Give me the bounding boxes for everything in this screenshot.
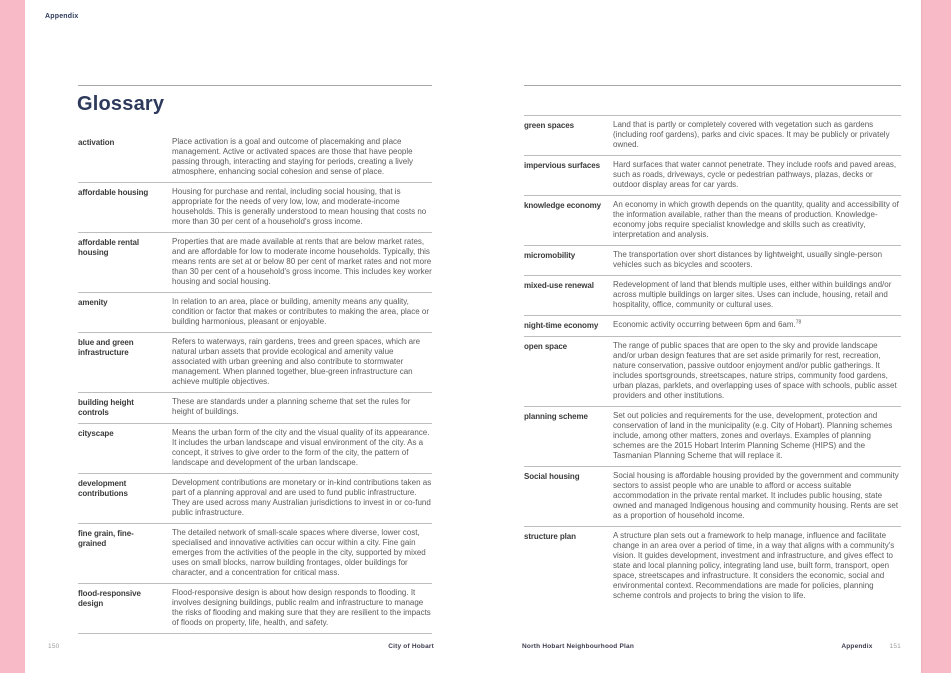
glossary-term: blue and green infrastructure xyxy=(78,338,134,357)
footer-doc-label-left: City of Hobart xyxy=(388,643,434,650)
running-head-appendix: Appendix xyxy=(45,13,79,20)
glossary-definition: Flood-responsive design is about how design responds to flooding. It involves designing buildings, public realm and infrastructure to manage the risks of flooding and making sure that they are resilient to the impacts of floods on property, life, health, and safety. xyxy=(172,588,431,627)
glossary-definition: The range of public spaces that are open to the sky and provide landscape and/or urban design features that are set aside primarily for rest, recreation, nature conservation, passive outdoor enjoyment and/or public gatherings. It includes sportsgrounds, streetscapes, nature strips, community food gardens, urban plazas, parklets, and overlapping uses of space with schools, public asset providers and other institutions. xyxy=(613,341,897,400)
glossary-definition: Means the urban form of the city and the visual quality of its appearance. It includes the urban landscape and visual environment of the city. As a concept, it strives to give order to the form of the city, the pattern of landscape and development of the urban landscape. xyxy=(172,428,430,467)
glossary-definition: Economic activity occurring between 6pm and 6am.$^{78}$ xyxy=(613,319,802,329)
glossary-term: fine grain, fine-grained xyxy=(78,529,134,548)
glossary-term: night-time economy xyxy=(524,321,599,330)
glossary-row xyxy=(78,233,432,293)
glossary-row xyxy=(78,424,432,474)
glossary-definition: Refers to waterways, rain gardens, trees and green spaces, which are natural urban assets that provide ecological and amenity value associated with urban greening and also contribute to stormwater management. When planned together, blue-green infrastructure can achieve multiple objectives. xyxy=(172,337,421,386)
glossary-row xyxy=(78,474,432,524)
footer-left-page xyxy=(48,643,434,650)
glossary-definition: An economy in which growth depends on the quantity, quality and accessibility of the information available, rather than the means of production. Knowledge-economy jobs require specialist knowledge and skills such as creativity, interpretation and analysis. xyxy=(613,200,899,239)
glossary-term: Social housing xyxy=(524,472,580,481)
glossary-term: planning scheme xyxy=(524,412,588,421)
glossary-definition: These are standards under a planning scheme that set the rules for height of buildings. xyxy=(172,397,411,416)
page-title: Glossary xyxy=(77,93,165,115)
glossary-row xyxy=(524,526,901,606)
glossary-term: impervious surfaces xyxy=(524,161,600,170)
footnote-reference: 78 xyxy=(795,319,802,326)
glossary-term: flood-responsive design xyxy=(78,589,141,608)
glossary-term: development contributions xyxy=(78,479,128,498)
glossary-row xyxy=(78,584,432,634)
footer-section-label: Appendix xyxy=(841,643,873,650)
glossary-row xyxy=(78,393,432,424)
footer-doc-label-right: North Hobart Neighbourhood Plan xyxy=(522,643,634,650)
glossary-definition: In relation to an area, place or building, amenity means any quality, condition or factor that makes or contributes to making the area, place or building harmonious, pleasant or enjoyable. xyxy=(172,297,430,326)
glossary-row xyxy=(524,115,901,155)
glossary-definition: A structure plan sets out a framework to help manage, influence and facilitate change in an area over a period of time, in a way that aligns with a community's vision. It guides development, investment and infrastructure, and gives effect to state and local planning policy, integrating land use, built form, transport, open space, streetscapes and infrastructure. It considers the economic, social and environmental context. Recommendations are made for policies, planning scheme controls and projects to bring the vision to life. xyxy=(613,531,895,600)
glossary-term: structure plan xyxy=(524,532,576,541)
glossary-definition: Properties that are made available at rents that are below market rates, and are affordable for low to moderate income households. Typically, this means rents are set at or below 80 per cent of market rates and not more than 30 per cent of a household's gross income. This includes key worker housing and social housing. xyxy=(172,237,432,286)
glossary-row xyxy=(78,183,432,233)
header-rule-left xyxy=(78,85,432,86)
glossary-row xyxy=(78,133,432,183)
glossary-row xyxy=(524,406,901,466)
glossary-row xyxy=(524,336,901,406)
glossary-row xyxy=(78,293,432,333)
glossary-term: open space xyxy=(524,342,568,351)
glossary-row xyxy=(524,315,901,336)
glossary-definition: Hard surfaces that water cannot penetrate. They include roofs and paved areas, such as roads, driveways, cycle or pedestrian pathways, plazas, decks or outdoor display areas for car yards. xyxy=(613,160,897,189)
page-number-left: 150 xyxy=(48,643,60,650)
glossary-definition: Development contributions are monetary or in-kind contributions taken as part of a planning approval and are used to fund public infrastructure. They are used across many Australian jurisdictions to invest in or co-fund public infrastructure. xyxy=(172,478,432,517)
glossary-definition: Redevelopment of land that blends multiple uses, either within buildings and/or across multiple buildings on larger sites. Uses can include, housing, retail and hospitality, office, community or cultural uses. xyxy=(613,280,892,309)
footer-right-group xyxy=(841,643,901,650)
glossary-row xyxy=(78,333,432,393)
glossary-term: cityscape xyxy=(78,429,114,438)
glossary-term: activation xyxy=(78,138,115,147)
glossary-term: micromobility xyxy=(524,251,576,260)
glossary-row xyxy=(524,195,901,245)
glossary-row xyxy=(524,245,901,275)
glossary-definition: Set out policies and requirements for the use, development, protection and conservation of land in the municipality (e.g. City of Hobart). Planning schemes include, among other matters, zones and overlays. Examples of planning schemes are the 2015 Hobart Interim Planning Scheme (HIPS) and the Tasmanian Planning Scheme that will replace it. xyxy=(613,411,893,460)
glossary-row xyxy=(524,275,901,315)
glossary-definition: Social housing is affordable housing provided by the government and community sectors to assist people who are unable to afford or access suitable accommodation in the private rental market. It includes public housing, state owned and managed Indigenous housing and community housing. Rents are set as a proportion of household income. xyxy=(613,471,899,520)
glossary-row xyxy=(78,524,432,584)
page-number-right: 151 xyxy=(889,643,901,650)
glossary-term: mixed-use renewal xyxy=(524,281,594,290)
glossary-term: amenity xyxy=(78,298,108,307)
glossary-definition: The transportation over short distances by lightweight, usually single-person vehicles such as bicycles and scooters. xyxy=(613,250,883,269)
page-spread xyxy=(25,0,921,673)
glossary-table-right xyxy=(524,115,901,606)
glossary-row xyxy=(524,155,901,195)
header-rule-right xyxy=(524,85,901,86)
glossary-definition: The detailed network of small-scale spaces where diverse, lower cost, specialised and innovative activities can occur within a city. Fine gain emerges from the activities of the people in the city, supported by mixed uses on small blocks, narrow building frontages, older buildings for character, and a concentration for critical mass. xyxy=(172,528,426,577)
glossary-term: building height controls xyxy=(78,398,134,417)
glossary-row xyxy=(524,466,901,526)
glossary-term: knowledge economy xyxy=(524,201,601,210)
glossary-term: affordable housing xyxy=(78,188,149,197)
glossary-term: green spaces xyxy=(524,121,574,130)
glossary-definition: Place activation is a goal and outcome of placemaking and place management. Active or activated spaces are those that have people passing through, interacting and staying for periods, creating a lively atmosphere, enhancing social cohesion and sense of place. xyxy=(172,137,414,176)
glossary-table-left xyxy=(78,133,432,634)
glossary-term: affordable rental housing xyxy=(78,238,139,257)
glossary-definition: Land that is partly or completely covered with vegetation such as gardens (including roof gardens), parks and civic spaces. It may be publicly or privately owned. xyxy=(613,120,890,149)
footer-right-page xyxy=(522,643,901,650)
glossary-definition: Housing for purchase and rental, including social housing, that is appropriate for the needs of very low, low, and moderate-income households. This is generally understood to mean housing that costs no more than 30 per cent of a household's gross income. xyxy=(172,187,427,226)
